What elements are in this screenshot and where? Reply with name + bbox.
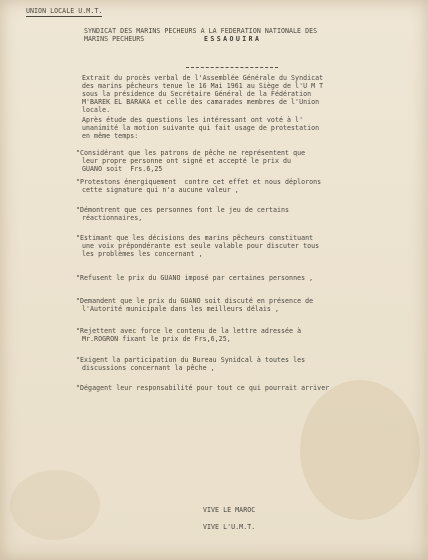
title-line-1: SYNDICAT DES MARINS PECHEURS A LA FEDERATION NATIONALE DES [84, 27, 318, 35]
motion-point-line: discussions concernant la pêche , [82, 364, 215, 372]
separator-rule [186, 67, 278, 68]
intro-line: des marins pêcheurs tenue le 16 Mai 1961 au Siège de l'U M T [82, 82, 324, 90]
intro-line: Extrait du procès verbal de l'Assemblée Générale du Syndicat [82, 74, 324, 82]
motion-point-line: leur propre personne ont signé et accepté le prix du [82, 157, 292, 165]
motion-point-line: réactionnaires, [82, 214, 143, 222]
intro-line: M'BAREK EL BARAKA et celle des camarades membres de l'Union [82, 98, 320, 106]
motion-point-line: "Démontrent que ces personnes font le jeu de certains [76, 206, 290, 214]
motion-point-line: cette signature qui n'a aucune valeur , [82, 186, 239, 194]
title-city: ESSAOUIRA [204, 35, 262, 43]
motion-point-line: les problèmes les concernant , [82, 250, 203, 258]
motion-point-line: "Considérant que les patrons de pêche ne représentent que [76, 149, 306, 157]
motion-point-line: "Estimant que les décisions des marins pêcheurs constituant [76, 234, 314, 242]
paper-stain [300, 380, 420, 520]
intro-line: locale. [82, 106, 111, 114]
motion-point-line: "Rejettent avec force le contenu de la lettre adressée à [76, 327, 302, 335]
motion-point-line: "Dégagent leur responsabilité pour tout ce qui pourrait arriver [76, 384, 330, 392]
motion-point-line: l'Autorité municipale dans les meilleurs délais , [82, 305, 279, 313]
motion-point-line: une voix prépondérante est seule valable pour discuter tous [82, 242, 320, 250]
header-union-locale: UNION LOCALE U.M.T. [26, 7, 103, 15]
intro-line: Après étude des questions les intéressant ont voté à l' [82, 116, 304, 124]
title-line-2-left: MARINS PECHEURS [84, 35, 145, 43]
motion-point-line: "Refusent le prix du GUANO imposé par certaines personnes , [76, 274, 314, 282]
paper-stain [10, 470, 100, 540]
motion-point-line: "Demandent que le prix du GUANO soit discuté en présence de [76, 297, 314, 305]
intro-line: sous la présidence du Secrétaire Général de la Fédération [82, 90, 312, 98]
intro-line: en même temps: [82, 132, 139, 140]
closing-vive-umt: VIVE L'U.M.T. [203, 523, 256, 531]
motion-point-line: Mr.ROGRON fixant le prix de Frs,6,25, [82, 335, 231, 343]
closing-vive-maroc: VIVE LE MAROC [203, 506, 256, 514]
intro-line: unanimité la motion suivante qui fait usage de protestation [82, 124, 320, 132]
motion-point-line: GUANO soit Frs.6,25 [82, 165, 163, 173]
motion-point-line: "Exigent la participation du Bureau Synidcal à toutes les [76, 356, 306, 364]
motion-point-line: "Protestons énergiquement contre cet effet et nous déplorons [76, 178, 322, 186]
